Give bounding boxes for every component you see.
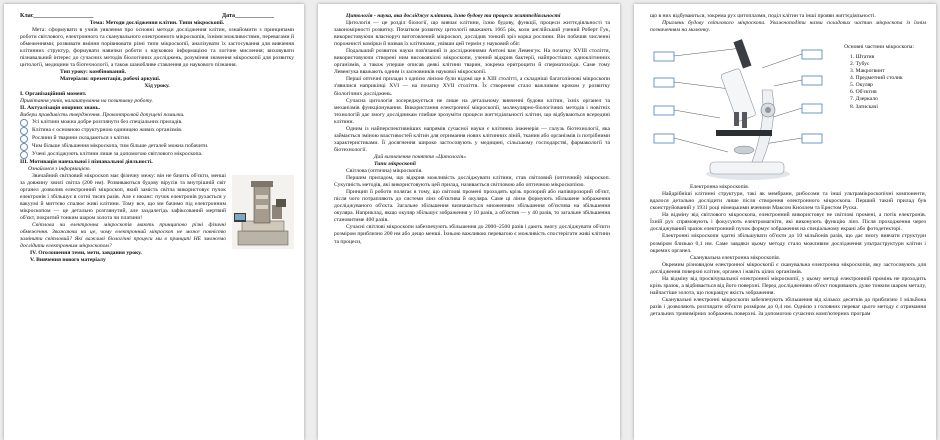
paragraph: Найдрібніші клітинні структури, такі як мембрани, рибосоми та інші ультрамікроскопічні компоненти, вдалося детально дослідити лише після створення електронного мікроскопа. Перший такий прилад був сконструйований у 1931 році німецькими вченими Максом Кноллем та Ернстом Руска. — [650, 191, 926, 212]
section-5-heading: V. Вивчення нового матеріалу — [30, 257, 106, 264]
legend-item: 7. Дзеркало — [850, 96, 878, 103]
lesson-topic: Тема: Методи дослідження клітин. Типи мікроскопії. — [89, 20, 225, 27]
radio-icon[interactable] — [20, 127, 28, 135]
paragraph: Принцип її роботи полягає в тому, що світлові промені проходять крізь прозорий або напівпрозорий об'єкт, після чого потрапляють до системи лінз об'єктива й окуляра. Саме ці лінзи формують збільшене зображення досліджуваного об'єкта. Загальне збільшення визначається множенням збільшення об'єктива на збільшення окуляра. Наприклад, якщо окуляр збільшує зображення у 10 разів, а об'єктив — у 40 разів, то загальне збільшення становитиме 400 разів. — [334, 189, 610, 224]
lesson-goal: Мета: сформувати в учнів уявлення про основні методи дослідження клітин, ознайомити з принципами роботи світлового, електронного та сканувального електронного мікроскопів, їхніми можливостями, перевагами й обмеженнями; розвивати вміння порівнювати різні типи мікроскопії, аналізувати їх застосування для вивчення клітинних структур, формувати навички роботи з науковою інформацією та логічне мислення; виховувати пізнавальний інтерес до сучасних методів біологічних досліджень, розуміння значення мікроскопії для розвитку цитології, медицини та біотехнології, а також шанобливе ставлення до наукового пізнання. — [20, 27, 294, 69]
electron-microscope-photo — [232, 175, 294, 249]
legend-item: 8. Затискачі — [850, 103, 878, 110]
section-3-question: Світлова чи електронна мікроскопія мають принципово різні фізичні обмеження. Зважаючи на це, чому електронний мікроскоп не може повністю замінити світловий? Які важливі біологічні процеси ми в принципі НЕ зможемо дослідити електронним мікроскопом? — [20, 222, 226, 250]
paragraph: Електронні мікроскопи здатні збільшувати об'єкти до 10 мільйонів разів, що дає змогу вивчати структури розміром близько 0,1 нм. Саме завдяки цьому методу стало можливим дослідження ультраструктури клітин і окремих органел. — [650, 233, 926, 254]
class-field[interactable]: Клас____________________ — [20, 13, 94, 19]
section-3-subheading: Ознайомся з інформацією. — [28, 165, 91, 172]
microscope-task: Приглянь будову світлового мікроскопа. Уважноподіти назви складових частин мікроскопа із їхнім позначенням на малюнку. — [650, 20, 926, 34]
lesson-course-heading: Хід уроку. — [144, 83, 170, 90]
definition-task: Дай визначення поняття «Цитологія» — [374, 153, 467, 160]
option-item[interactable]: Учені досліджують клітини лише за допомогою світлового мікроскопа. — [20, 151, 294, 159]
section-2-text: Вибери правдивість твердження. Проконтролюй допущені помилки. — [20, 111, 185, 118]
lesson-type: Тип уроку: комбінований. — [60, 69, 127, 76]
legend-item: 4. Предметний столик — [850, 75, 903, 82]
paragraph: На відміну від світлового мікроскопа, електронний використовує не світлові промені, а потік електронів. Їхній рух спрямовують і фокусують електромагніти, які виконують функцію лінз. Після проходження через досліджуваний зразок електронний пучок формує зображення на спеціальному екрані або фотодетекторі. — [650, 212, 926, 233]
lesson-materials: Матеріали: презентація, робочі аркуші. — [60, 76, 161, 83]
paragraph: Одним із найперспективніших напрямів сучасної науки є клітинна інженерія — галузь біотехнології, яка займається зміною властивостей клітин для отримання нових клітинних ліній, тканин або організмів із потрібними характеристиками. Її досягнення широко застосовують у медицині, сільському господарстві, фармакології та біотехнології. — [334, 125, 610, 153]
paragraph: На відміну від просвічувальної електронної мікроскопії, у цьому методі електронний промінь не проходить крізь зразок, а відбивається від його поверхні. Перед дослідженням об'єкт покривають дуже тонким шаром металу, найчастіше золота, що покращує якість зображення. — [650, 275, 926, 296]
page-2 — [318, 4, 620, 440]
radio-icon[interactable] — [20, 119, 28, 127]
radio-icon[interactable] — [20, 135, 28, 143]
date-field[interactable]: Дата_____________ — [222, 13, 274, 19]
legend-item: 3. Макрогвинт — [850, 68, 885, 75]
microscope-shape — [706, 39, 790, 180]
paragraph: Сучасні світлові мікроскопи забезпечують збільшення до 2000–2500 разів і дають змогу досліджувати об'єкти розміром приблизно 200 нм або дещо менші. Їхньою важливою перевагою є можливість спостерігати живі клітини та процеси, — [334, 224, 610, 245]
radio-icon[interactable] — [20, 143, 28, 151]
legend-item: 6. Об'єктив — [850, 89, 877, 96]
paragraph: Сканувальні електронні мікроскопи забезпечують збільшення від кількох десятків до приблизно 1 мільйона разів і дозволяють розглядати об'єкти розміром до 0,4 нм. Однією з головних переваг цього методу є отримання детальних тривимірних зображень поверхні. За допомогою сучасних комп'ютерних програм — [650, 296, 926, 317]
option-item[interactable]: Чим більше збільшення мікроскопа, тим більше деталей можна побачити. — [20, 143, 294, 151]
types-subheading: Світлова (оптична) мікроскопія. — [346, 168, 423, 175]
paragraph: Подальший розвиток науки пов'язаний із дослідженнями Антоні ван Левенгук. На початку XVIII століття, використовуючи створені ним високоякісні мікроскопи, учений відкрив бактерії, найпростіших одноклітинних організмів, а також уперше описав деякі клітини тварин, зокрема еритроцити й сперматозоїди. Саме тому Левенгука вважають одним із засновників наукової мікроскопії. — [334, 48, 610, 76]
section-2-heading: II. Актуалізація опорних знань. — [20, 104, 101, 111]
legend-title: Основні частини мікроскопа: — [844, 44, 914, 51]
section-3-heading: III. Мотивація навчальної і пізнавальної діяльності. — [20, 158, 153, 165]
parts-legend — [836, 44, 922, 110]
legend-item: 5. Окуляр — [850, 82, 873, 89]
option-item[interactable]: Усі клітини можна добре розглянути без спеціальних приладів. — [20, 119, 294, 127]
section-1-text: Привітання учнів, налаштування на позитивну роботу. — [20, 97, 153, 104]
legend-item: 2. Тубус — [850, 61, 870, 68]
paragraph: Окремим різновидом електронної мікроскопії є сканувальна електронна мікроскопія, яку застосовують для дослідження поверхні клітин, органел і навіть цілих організмів. — [650, 261, 926, 275]
legend-item: 1. Штатив — [850, 54, 875, 61]
radio-icon[interactable] — [20, 151, 28, 159]
electron-subheading: Електронна мікроскопія. — [690, 184, 750, 191]
page-1 — [4, 4, 304, 440]
header-line — [20, 13, 294, 20]
option-item[interactable]: Клітина є основною структурною одиницею живих організмів. — [20, 127, 294, 135]
section-3-text: Звичайний світловий мікроскоп має фізичну межу: він не бачить об'єкти, менші за довжину хвилі світла (200 нм). Розвиваються будову вірусів та внутрішній світ органел дозволив електронний мікроскоп, який замість світла використовує пучок електронів і збільшує в сотні тисяч разів. Але є нюанс: пучок електронів рухається у вакуумі й миттєво спалює живі клітини. Тому все, що ми бачимо під електронним мікроскопом — це детально розглянутий, але заздалегідь зафіксований мертвий об'єкт, покритий тонким шаром золота чи платини! — [20, 172, 226, 222]
paragraph: Першим приладом, що відкрив можливість досліджувати клітини, став світловий (оптичний) мікроскоп. Сукупність методів, які використовують цей прилад, називається світловою або оптичною мікроскопією. — [334, 175, 610, 189]
microscope-figure — [650, 34, 926, 184]
section-4-heading: IV. Оголошення теми, мети, завдання уроку. — [30, 250, 142, 257]
section-1-heading: I. Організаційний момент. — [20, 90, 87, 97]
true-false-options — [20, 119, 294, 159]
option-item[interactable]: Рослини й тварини складаються з клітин. — [20, 135, 294, 143]
types-heading: Типи мікроскопії — [374, 160, 416, 167]
continued-text: що в них відбуваються, зокрема рух цитоплазми, поділ клітин та інші прояви життєдіяльності. — [650, 13, 876, 19]
paragraph: Перші оптичні прилади з однією лінзою були відомі ще в XIII столітті, а складніші багатолінзові мікроскопи з'явилися наприкінці XVI — на початку XVII століття. Їх створення стало важливим кроком у розвитку біологічних досліджень. — [334, 76, 610, 97]
cytology-heading: Цитологія - наука, яка досліджує клітини, їхню будову та процеси життєдіяльності — [346, 13, 561, 19]
paragraph: Сучасна цитологія зосереджується не лише на детальному вивченні будови клітин, їхніх органел та механізмів функціонування. Використання електронної мікроскопії, молекулярно-біологічних методів і новітніх технологій дає змогу дослідникам глибше зрозуміти процеси життєдіяльності клітин, що відбуваються всередині клітини. — [334, 97, 610, 125]
scanning-subheading: Сканувальна електронна мікроскопія. — [690, 254, 781, 261]
page-3 — [634, 4, 936, 440]
paragraph: Цитологія — це розділ біології, що вивчає клітини, їхню будову, функції, процеси життєдіяльності та закономірності розвитку. Початком розвитку цитології вважають 1665 рік, коли англійський учений Роберт Гук, використовуючи власноруч виготовлений мікроскоп, дослідив тонкий зріз корка рослини. Він побачив численні порожнисті комірки й назвав їх клітинами, увівши цей термін у науковий обіг. — [334, 20, 610, 48]
